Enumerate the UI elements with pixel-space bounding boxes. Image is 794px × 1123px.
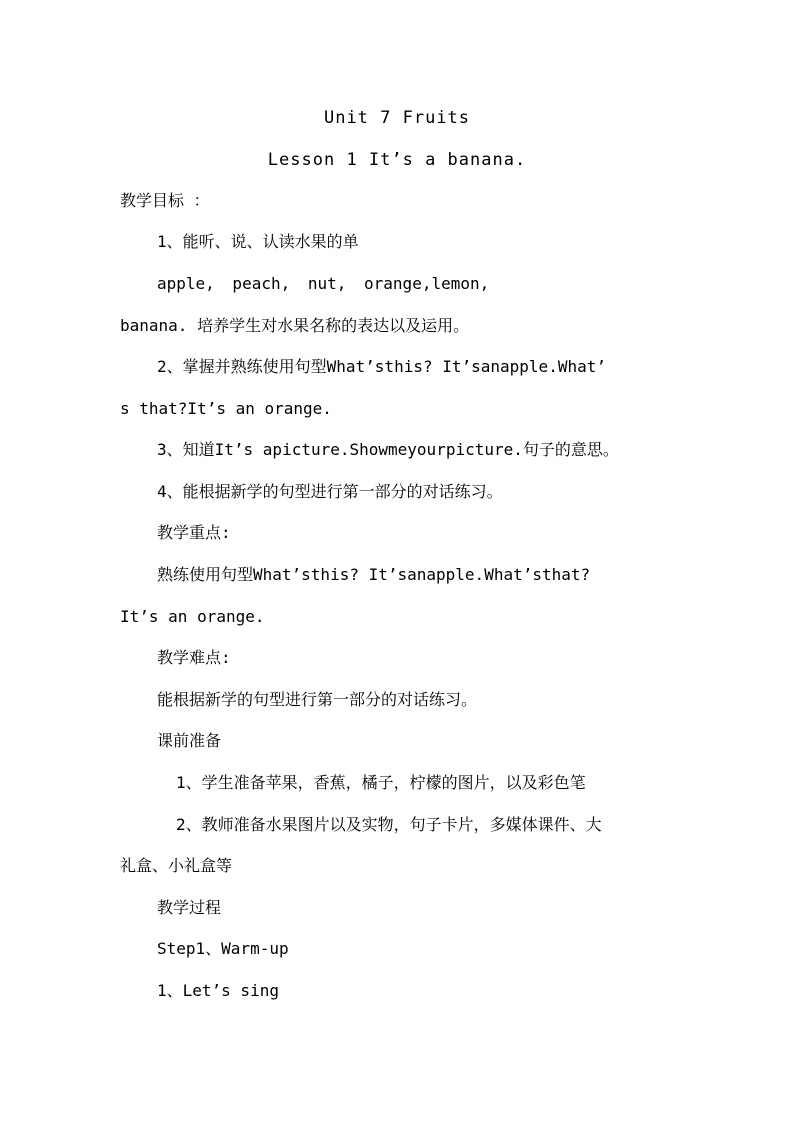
preparation-item-2-continued: 礼盒、小礼盒等 — [120, 856, 233, 875]
preparation-heading: 课前准备 — [157, 731, 222, 750]
procedure-step-1-item-1: 1、Let’s sing — [157, 981, 279, 1000]
objective-2: 2、掌握并熟练使用句型What’sthis? It’sanapple.What’ — [157, 357, 606, 376]
key-points-text-continued: It’s an orange. — [120, 607, 265, 626]
procedure-heading: 教学过程 — [157, 898, 222, 917]
document-subtitle: Lesson 1 It’s a banana. — [267, 150, 527, 170]
objective-2-continued: s that?It’s an orange. — [120, 399, 332, 418]
procedure-step-1: Step1、Warm-up — [157, 939, 289, 958]
objective-1-vocab: apple, peach, nut, orange,lemon, — [157, 274, 490, 293]
key-points-text: 熟练使用句型What’sthis? It’sanapple.What’sthat? — [157, 565, 591, 584]
objective-1: 1、能听、说、认读水果的单 — [157, 232, 359, 251]
difficult-points-text: 能根据新学的句型进行第一部分的对话练习。 — [157, 690, 478, 709]
key-points-heading: 教学重点: — [157, 523, 231, 542]
objective-3: 3、知道It’s apicture.Showmeyourpicture.句子的意思。 — [157, 440, 619, 459]
difficult-points-heading: 教学难点: — [157, 648, 231, 667]
document-title: Unit 7 Fruits — [323, 108, 471, 128]
objective-1-continued: banana. 培养学生对水果名称的表达以及运用。 — [120, 316, 470, 335]
objectives-heading: 教学目标 ： — [120, 191, 210, 210]
preparation-item-1: 1、学生准备苹果，香蕉，橘子，柠檬的图片，以及彩色笔 — [176, 773, 586, 792]
preparation-item-2: 2、教师准备水果图片以及实物，句子卡片，多媒体课件、大 — [176, 815, 602, 834]
objective-4: 4、能根据新学的句型进行第一部分的对话练习。 — [157, 482, 503, 501]
